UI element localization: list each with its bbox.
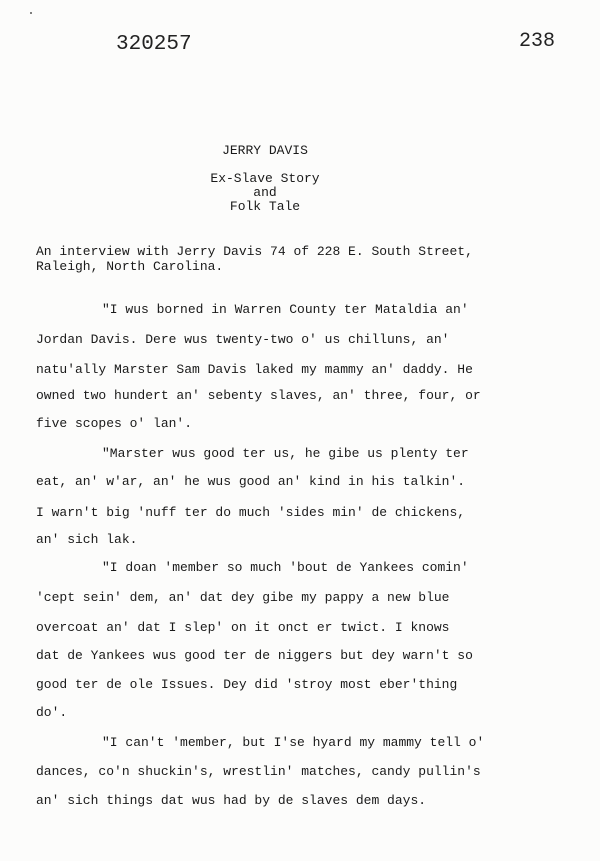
body-line: good ter de ole Issues. Dey did 'stroy most eber'thing [36, 677, 458, 692]
document-title: JERRY DAVIS [222, 143, 308, 158]
page-number: 238 [519, 30, 556, 53]
body-line: do'. [36, 705, 68, 720]
body-line: I warn't big 'nuff ter do much 'sides min' de chickens, [36, 505, 466, 520]
document-subtitle-line3: Folk Tale [229, 199, 301, 214]
body-line: an' sich things dat wus had by de slaves dem days. [36, 793, 427, 808]
speck-mark [30, 12, 32, 14]
body-line: natu'ally Marster Sam Davis laked my mammy an' daddy. He [36, 362, 473, 377]
body-line: eat, an' w'ar, an' he wus good an' kind in his talkin'. [36, 474, 466, 489]
body-line: 'cept sein' dem, an' dat dey gibe my pappy a new blue [36, 590, 450, 605]
body-line: "I doan 'member so much 'bout de Yankees comin' [102, 560, 469, 575]
body-line: overcoat an' dat I slep' on it onct er twict. I knows [36, 620, 450, 635]
serial-number: 320257 [116, 33, 192, 56]
body-line: "I wus borned in Warren County ter Mataldia an' [102, 302, 469, 317]
body-line: dat de Yankees wus good ter de niggers but dey warn't so [36, 648, 473, 663]
body-line: "Marster wus good ter us, he gibe us plenty ter [102, 446, 469, 461]
document-subtitle-line2: and [253, 185, 277, 200]
body-line: five scopes o' lan'. [36, 416, 193, 431]
document-subtitle-line1: Ex-Slave Story [210, 171, 320, 186]
intro-line: An interview with Jerry Davis 74 of 228 E. South Street, [36, 244, 473, 259]
body-line: owned two hundert an' sebenty slaves, an' three, four, or [36, 388, 481, 403]
body-line: Jordan Davis. Dere wus twenty-two o' us chilluns, an' [36, 332, 450, 347]
body-line: dances, co'n shuckin's, wrestlin' matches, candy pullin's [36, 764, 481, 779]
body-line: an' sich lak. [36, 532, 138, 547]
intro-paragraph [36, 244, 576, 274]
body-line: "I can't 'member, but I'se hyard my mammy tell o' [102, 735, 485, 750]
intro-line: Raleigh, North Carolina. [36, 259, 224, 274]
